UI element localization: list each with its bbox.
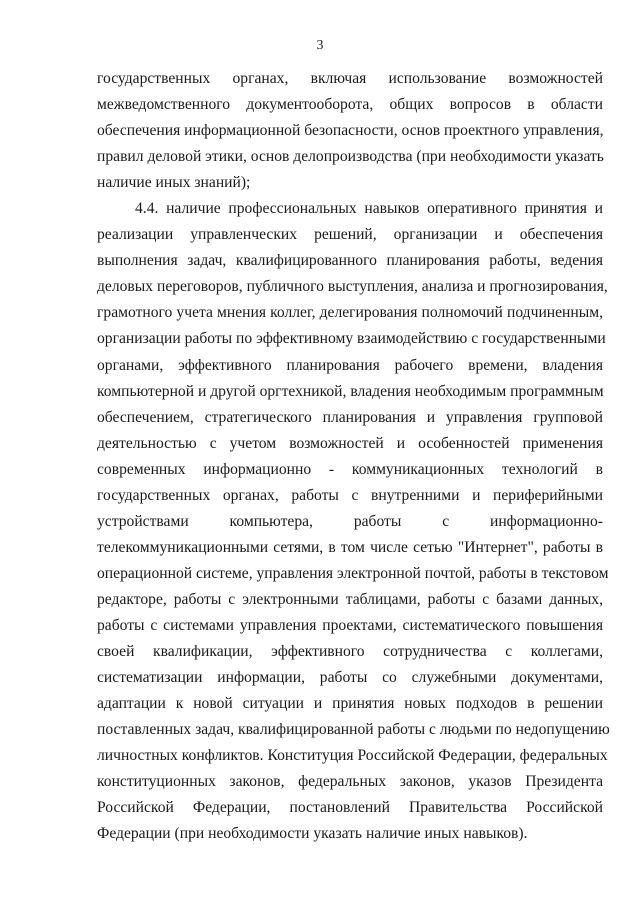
text-line: грамотного учета мнения коллег, делегирования полномочий подчиненным, bbox=[97, 304, 603, 322]
text-line: компьютерной и другой оргтехникой, владения необходимым программным bbox=[97, 382, 604, 400]
text-line: редакторе, работы с электронными таблицами, работы с базами данных, bbox=[97, 590, 603, 608]
text-line: обеспечением, стратегического планирования и управления групповой bbox=[97, 408, 603, 426]
text-line: организации работы по эффективному взаимодействию с государственными bbox=[97, 330, 606, 348]
text-line: телекоммуникационными сетями, в том числе сетью "Интернет", работы в bbox=[97, 538, 603, 556]
text-line: государственных органах, включая использование возможностей bbox=[97, 70, 603, 87]
text-line: органами, эффективного планирования рабочего времени, владения bbox=[97, 356, 603, 374]
text-line: операционной системе, управления электронной почтой, работы в текстовом bbox=[97, 564, 609, 582]
text-line: межведомственного документооборота, общих вопросов в области bbox=[97, 96, 603, 114]
text-line: своей квалификации, эффективного сотрудничества с коллегами, bbox=[97, 643, 603, 661]
text-line: деловых переговоров, публичного выступления, анализа и прогнозирования, bbox=[97, 278, 608, 296]
text-line: обеспечения информационной безопасности, основ проектного управления, bbox=[97, 122, 604, 140]
text-line: реализации управленческих решений, организации и обеспечения bbox=[97, 226, 603, 244]
page-number: 3 bbox=[316, 38, 324, 53]
text-line: работы с системами управления проектами, систематического повышения bbox=[97, 616, 603, 634]
text-line: личностных конфликтов. Конституция Российской Федерации, федеральных bbox=[97, 747, 608, 765]
text-line: систематизации информации, работы со служебными документами, bbox=[97, 669, 603, 687]
text-line: деятельностью с учетом возможностей и особенностей применения bbox=[97, 434, 603, 452]
document-body bbox=[97, 66, 610, 847]
text-line: наличие иных знаний); bbox=[97, 174, 251, 192]
text-line: Российской Федерации, постановлений Правительства Российской bbox=[97, 799, 603, 817]
text-line: устройствами компьютера, работы с информационно- bbox=[97, 512, 603, 530]
text-line: адаптации к новой ситуации и принятия новых подходов в решении bbox=[97, 695, 603, 713]
text-line: правил деловой этики, основ делопроизводства (при необходимости указать bbox=[97, 148, 604, 166]
text-line: современных информационно - коммуникационных технологий в bbox=[97, 460, 603, 478]
text-line: конституционных законов, федеральных законов, указов Президента bbox=[97, 773, 603, 791]
text-line: государственных органах, работы с внутренними и периферийными bbox=[97, 486, 603, 504]
section-4-4-start: 4.4. наличие профессиональных навыков оперативного принятия и bbox=[135, 200, 603, 218]
text-line: поставленных задач, квалифицированной работы с людьми по недопущению bbox=[97, 721, 610, 739]
text-line: выполнения задач, квалифицированного планирования работы, ведения bbox=[97, 252, 603, 270]
text-line: Федерации (при необходимости указать наличие иных навыков). bbox=[97, 825, 528, 843]
